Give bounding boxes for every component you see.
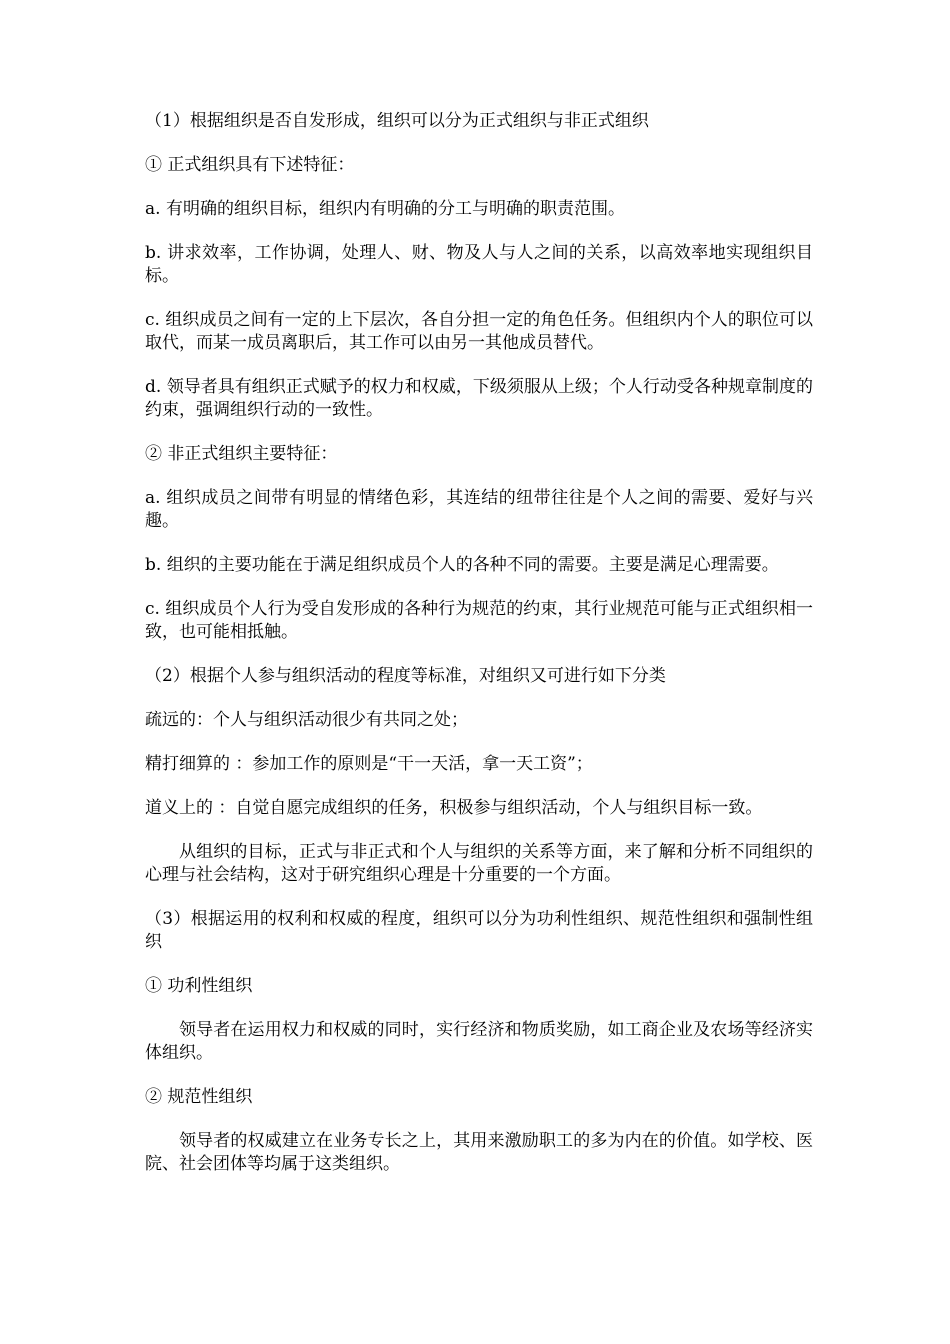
- paragraph: c. 组织成员之间有一定的上下层次，各自分担一定的角色任务。但组织内个人的职位可以取代，而某一成员离职后，其工作可以由另一其他成员替代。: [145, 310, 813, 353]
- paragraph: （3）根据运用的权利和权威的程度，组织可以分为功利性组织、规范性组织和强制性组织: [145, 909, 813, 952]
- paragraph: b. 讲求效率，工作协调，处理人、财、物及人与人之间的关系，以高效率地实现组织目标。: [145, 243, 813, 286]
- paragraph: （1）根据组织是否自发形成，组织可以分为正式组织与非正式组织: [145, 111, 649, 131]
- paragraph: 领导者的权威建立在业务专长之上，其用来激励职工的多为内在的价值。如学校、医院、社会团体等均属于这类组织。: [145, 1131, 813, 1174]
- paragraph: ① 正式组织具有下述特征：: [145, 155, 355, 175]
- paragraph: 精打细算的 ：参加工作的原则是“干一天活，拿一天工资”；: [145, 754, 593, 774]
- paragraph: 从组织的目标，正式与非正式和个人与组织的关系等方面，来了解和分析不同组织的心理与社会结构，这对于研究组织心理是十分重要的一个方面。: [145, 842, 813, 885]
- paragraph: b. 组织的主要功能在于满足组织成员个人的各种不同的需要。主要是满足心理需要。: [145, 555, 779, 575]
- paragraph: ① 功利性组织: [145, 976, 253, 996]
- paragraph: 道义上的 ：自觉自愿完成组织的任务，积极参与组织活动，个人与组织目标一致。: [145, 798, 763, 818]
- paragraph: d. 领导者具有组织正式赋予的权力和权威，下级须服从上级；个人行动受各种规章制度的约束，强调组织行动的一致性。: [145, 377, 813, 420]
- paragraph: a. 组织成员之间带有明显的情绪色彩，其连结的纽带往往是个人之间的需要、爱好与兴趣。: [145, 488, 813, 531]
- paragraph: ② 规范性组织: [145, 1087, 253, 1107]
- paragraph: 领导者在运用权力和权威的同时，实行经济和物质奖励，如工商企业及农场等经济实体组织。: [145, 1020, 813, 1063]
- document-page: [145, 110, 813, 1197]
- paragraph: 疏远的：个人与组织活动很少有共同之处；: [145, 710, 468, 730]
- paragraph: ② 非正式组织主要特征：: [145, 444, 338, 464]
- paragraph: c. 组织成员个人行为受自发形成的各种行为规范的约束，其行业规范可能与正式组织相一致，也可能相抵触。: [145, 599, 813, 642]
- paragraph: a. 有明确的组织目标，组织内有明确的分工与明确的职责范围。: [145, 199, 625, 219]
- paragraph: （2）根据个人参与组织活动的程度等标准，对组织又可进行如下分类: [145, 666, 666, 686]
